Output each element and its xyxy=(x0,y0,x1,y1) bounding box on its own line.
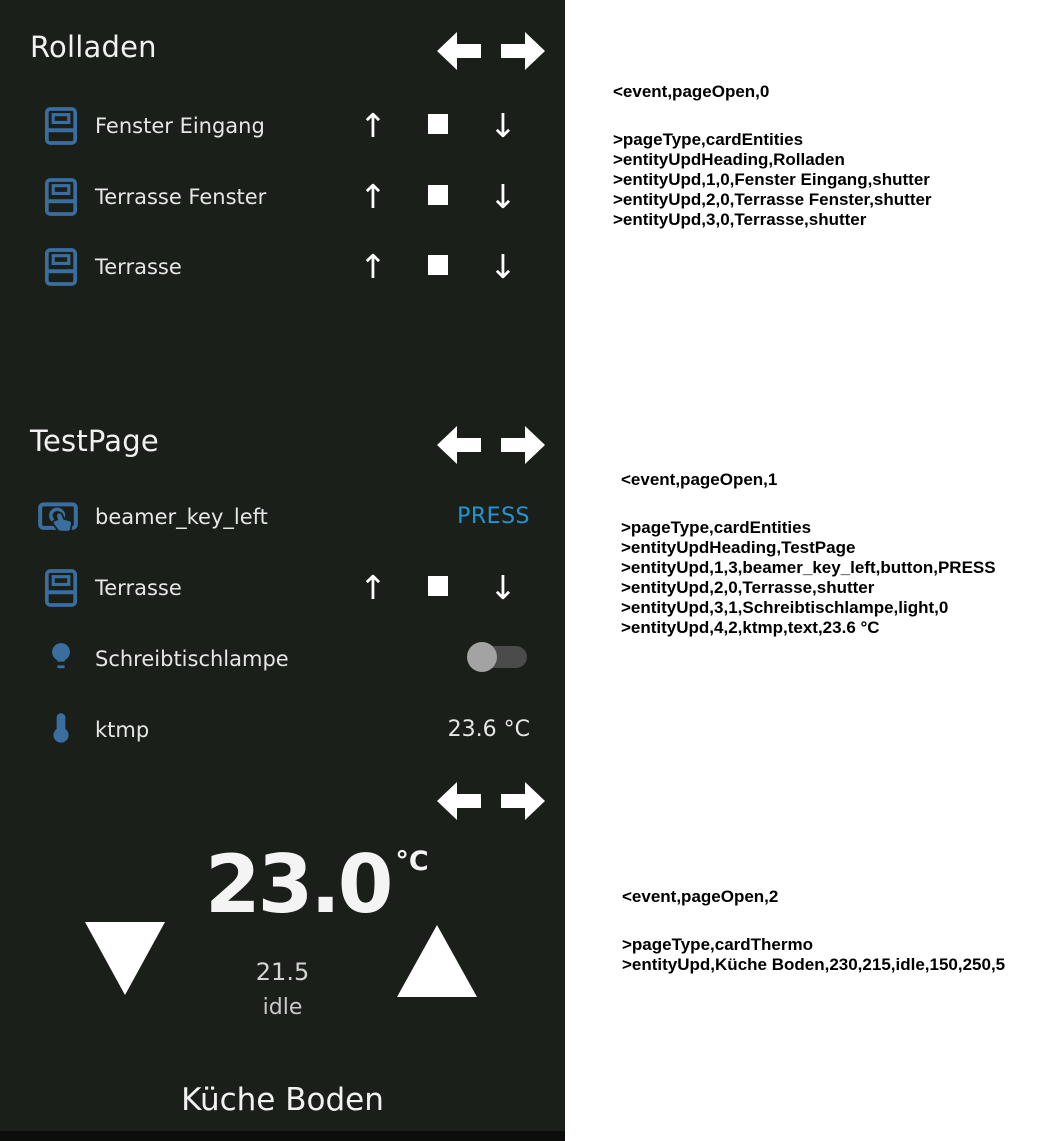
current-temperature-value: 23.0 xyxy=(205,838,391,931)
entity-row xyxy=(0,101,565,151)
toggle-knob xyxy=(467,642,497,672)
nav-next-icon[interactable] xyxy=(501,425,547,465)
nav-next-icon[interactable] xyxy=(501,781,547,821)
entity-label: beamer_key_left xyxy=(95,505,268,529)
protocol-line: >pageType,cardEntities xyxy=(613,130,804,149)
entity-row xyxy=(0,172,565,222)
thermostat-entity-name: Küche Boden xyxy=(181,1082,384,1118)
temperature-unit: °C xyxy=(395,846,429,877)
shutter-down-button[interactable]: ↓ xyxy=(489,568,517,607)
entity-row xyxy=(0,563,565,613)
nav-prev-icon[interactable] xyxy=(435,781,481,821)
protocol-event-line: <event,pageOpen,2 xyxy=(622,887,779,906)
current-temperature xyxy=(205,838,429,931)
page-title: TestPage xyxy=(30,424,159,458)
thermostat-state: idle xyxy=(262,995,303,1020)
shutter-stop-button[interactable] xyxy=(420,563,456,613)
stop-square-icon xyxy=(428,576,448,596)
shutter-up-button[interactable]: ↑ xyxy=(359,177,387,216)
page-nav xyxy=(435,781,550,821)
entity-row xyxy=(0,242,565,292)
entity-label: Terrasse xyxy=(95,576,182,600)
entity-label: Schreibtischlampe xyxy=(95,647,289,671)
shutter-stop-button[interactable] xyxy=(420,172,456,222)
nav-prev-icon[interactable] xyxy=(435,425,481,465)
page-title: Rolladen xyxy=(30,30,157,64)
entity-label: ktmp xyxy=(95,718,150,742)
protocol-event-line: <event,pageOpen,0 xyxy=(613,82,770,101)
protocol-line: >entityUpd,1,3,beamer_key_left,button,PRESS xyxy=(621,558,996,577)
nav-prev-icon[interactable] xyxy=(435,31,481,71)
entity-label: Fenster Eingang xyxy=(95,114,265,138)
shutter-up-button[interactable]: ↑ xyxy=(359,106,387,145)
protocol-block xyxy=(613,130,932,230)
shutter-down-button[interactable]: ↓ xyxy=(489,106,517,145)
gesture-tap-button-icon xyxy=(37,496,79,542)
protocol-line: >entityUpd,Küche Boden,230,215,idle,150,250,5 xyxy=(622,955,1006,974)
panel-bottom-bar xyxy=(0,1131,565,1141)
page-nav xyxy=(435,425,550,465)
shutter-stop-button[interactable] xyxy=(420,242,456,292)
shutter-stop-button[interactable] xyxy=(420,101,456,151)
window-shutter-icon xyxy=(44,177,78,221)
protocol-line: >entityUpdHeading,TestPage xyxy=(621,538,856,557)
shutter-up-button[interactable]: ↑ xyxy=(359,568,387,607)
entity-label: Terrasse Fenster xyxy=(95,185,267,209)
protocol-line: >pageType,cardEntities xyxy=(621,518,812,537)
entity-row xyxy=(0,705,565,755)
light-toggle-switch[interactable] xyxy=(470,646,527,668)
protocol-block xyxy=(621,518,996,638)
entity-label: Terrasse xyxy=(95,255,182,279)
stop-square-icon xyxy=(428,255,448,275)
protocol-line: >entityUpd,4,2,ktmp,text,23.6 °C xyxy=(621,618,880,637)
protocol-event-line: <event,pageOpen,1 xyxy=(621,470,778,489)
window-shutter-icon xyxy=(44,568,78,612)
thermometer-icon xyxy=(47,711,75,753)
protocol-line: >entityUpd,3,1,Schreibtischlampe,light,0 xyxy=(621,598,949,617)
shutter-down-button[interactable]: ↓ xyxy=(489,177,517,216)
protocol-line: >entityUpd,2,0,Terrasse Fenster,shutter xyxy=(613,190,932,209)
protocol-line: >entityUpdHeading,Rolladen xyxy=(613,150,845,169)
protocol-line: >entityUpd,2,0,Terrasse,shutter xyxy=(621,578,875,597)
shutter-up-button[interactable]: ↑ xyxy=(359,247,387,286)
press-button[interactable]: PRESS xyxy=(457,504,530,529)
page-nav xyxy=(435,31,550,71)
protocol-block xyxy=(622,935,1005,975)
entity-row xyxy=(0,634,565,684)
entity-value: 23.6 °C xyxy=(447,717,530,742)
stop-square-icon xyxy=(428,114,448,134)
target-temperature: 21.5 xyxy=(255,958,310,986)
shutter-down-button[interactable]: ↓ xyxy=(489,247,517,286)
protocol-line: >entityUpd,3,0,Terrasse,shutter xyxy=(613,210,867,229)
entity-row xyxy=(0,492,565,542)
protocol-line: >pageType,cardThermo xyxy=(622,935,813,954)
window-shutter-icon xyxy=(44,247,78,291)
window-shutter-icon xyxy=(44,106,78,150)
stop-square-icon xyxy=(428,185,448,205)
nav-next-icon[interactable] xyxy=(501,31,547,71)
lightbulb-icon xyxy=(44,639,78,681)
protocol-line: >entityUpd,1,0,Fenster Eingang,shutter xyxy=(613,170,930,189)
